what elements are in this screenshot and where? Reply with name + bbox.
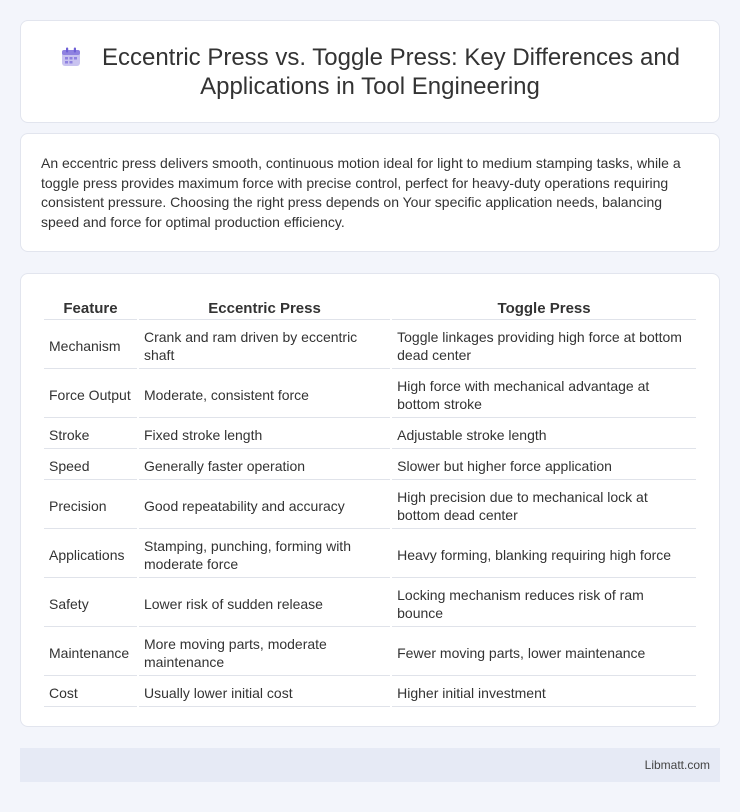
header-eccentric-press: Eccentric Press xyxy=(139,296,390,320)
calendar-icon xyxy=(60,46,82,68)
cell-feature: Mechanism xyxy=(44,322,137,369)
cell-toggle: High precision due to mechanical lock at bottom dead center xyxy=(392,482,696,529)
cell-eccentric: Moderate, consistent force xyxy=(139,371,390,418)
page-title-wrap xyxy=(51,43,689,101)
cell-feature: Maintenance xyxy=(44,629,137,676)
table-row xyxy=(44,678,696,707)
comparison-table xyxy=(42,294,698,709)
cell-eccentric: Usually lower initial cost xyxy=(139,678,390,707)
table-header-row xyxy=(44,296,696,320)
cell-toggle: Adjustable stroke length xyxy=(392,420,696,449)
title-card xyxy=(20,20,720,123)
cell-toggle: Toggle linkages providing high force at bottom dead center xyxy=(392,322,696,369)
cell-toggle: Locking mechanism reduces risk of ram bounce xyxy=(392,580,696,627)
cell-feature: Precision xyxy=(44,482,137,529)
table-row xyxy=(44,531,696,578)
cell-feature: Speed xyxy=(44,451,137,480)
cell-feature: Applications xyxy=(44,531,137,578)
cell-eccentric: Lower risk of sudden release xyxy=(139,580,390,627)
table-row xyxy=(44,451,696,480)
cell-eccentric: Crank and ram driven by eccentric shaft xyxy=(139,322,390,369)
cell-eccentric: More moving parts, moderate maintenance xyxy=(139,629,390,676)
intro-paragraph: An eccentric press delivers smooth, continuous motion ideal for light to medium stamping tasks, while a toggle press provides maximum force with precise control, perfect for heavy-duty operations requiring consistent pressure. Choosing the right press depends on Your specific application needs, balancing speed and force for optimal production efficiency. xyxy=(41,155,681,230)
page-title: Eccentric Press vs. Toggle Press: Key Differences and Applications in Tool Engineering xyxy=(101,43,681,100)
table-row xyxy=(44,580,696,627)
cell-eccentric: Stamping, punching, forming with moderate force xyxy=(139,531,390,578)
cell-feature: Safety xyxy=(44,580,137,627)
header-toggle-press: Toggle Press xyxy=(392,296,696,320)
cell-feature: Force Output xyxy=(44,371,137,418)
cell-toggle: Higher initial investment xyxy=(392,678,696,707)
cell-eccentric: Good repeatability and accuracy xyxy=(139,482,390,529)
cell-toggle: Slower but higher force application xyxy=(392,451,696,480)
footer-bar xyxy=(20,748,720,782)
header-feature: Feature xyxy=(44,296,137,320)
table-row xyxy=(44,371,696,418)
footer-site-link[interactable]: Libmatt.com xyxy=(644,758,710,772)
comparison-table-card xyxy=(20,273,720,727)
cell-eccentric: Fixed stroke length xyxy=(139,420,390,449)
table-row xyxy=(44,322,696,369)
cell-eccentric: Generally faster operation xyxy=(139,451,390,480)
intro-card xyxy=(20,133,720,252)
table-row xyxy=(44,420,696,449)
cell-feature: Stroke xyxy=(44,420,137,449)
cell-toggle: High force with mechanical advantage at bottom stroke xyxy=(392,371,696,418)
cell-feature: Cost xyxy=(44,678,137,707)
cell-toggle: Fewer moving parts, lower maintenance xyxy=(392,629,696,676)
table-row xyxy=(44,482,696,529)
cell-toggle: Heavy forming, blanking requiring high force xyxy=(392,531,696,578)
table-row xyxy=(44,629,696,676)
